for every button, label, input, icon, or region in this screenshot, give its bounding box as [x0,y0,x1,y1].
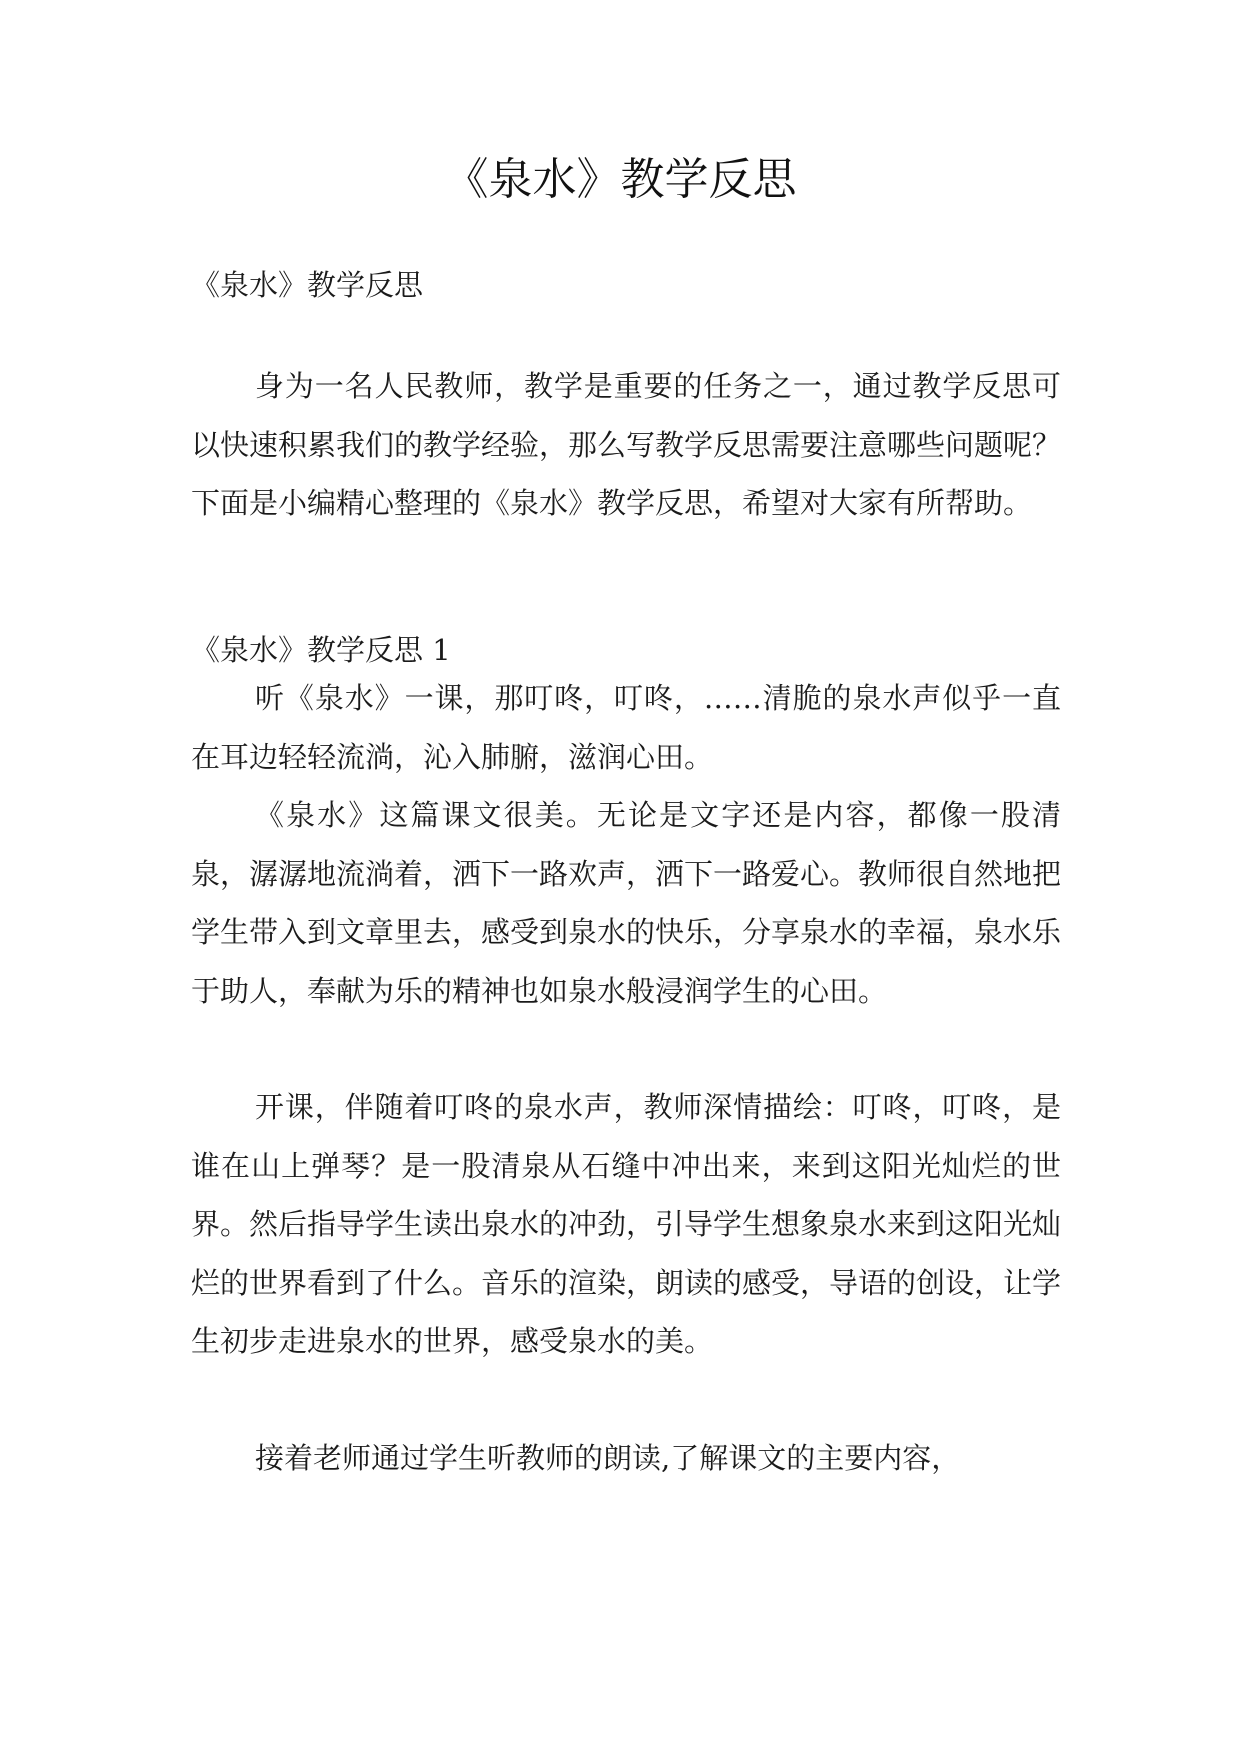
section-heading: 《泉水》教学反思 1 [191,633,451,667]
body-paragraph: 接着老师通过学生听教师的朗读,了解课文的主要内容， [255,1441,961,1475]
document-subtitle: 《泉水》教学反思 [191,268,424,302]
body-paragraph: 听《泉水》一课，那叮咚，叮咚，……清脆的泉水声似乎一直在耳边轻轻流淌，沁入肺腑，滋润心田。 [191,681,1061,774]
body-paragraph: 开课，伴随着叮咚的泉水声，教师深情描绘：叮咚，叮咚，是谁在山上弹琴？是一股清泉从石缝中冲出来，来到这阳光灿烂的世界。然后指导学生读出泉水的冲劲，引导学生想象泉水来到这阳光灿烂的世界看到了什么。音乐的渲染，朗读的感受，导语的创设，让学生初步走进泉水的世界，感受泉水的美。 [191,1090,1062,1358]
body-paragraph: 《泉水》这篇课文很美。无论是文字还是内容，都像一股清泉，潺潺地流淌着，洒下一路欢声，洒下一路爱心。教师很自然地把学生带入到文章里去，感受到泉水的快乐，分享泉水的幸福，泉水乐于助人，奉献为乐的精神也如泉水般浸润学生的心田。 [191,798,1062,1008]
document-title: 《泉水》教学反思 [444,154,797,205]
intro-paragraph: 身为一名人民教师，教学是重要的任务之一，通过教学反思可以快速积累我们的教学经验，那么写教学反思需要注意哪些问题呢？下面是小编精心整理的《泉水》教学反思，希望对大家有所帮助。 [191,369,1062,520]
